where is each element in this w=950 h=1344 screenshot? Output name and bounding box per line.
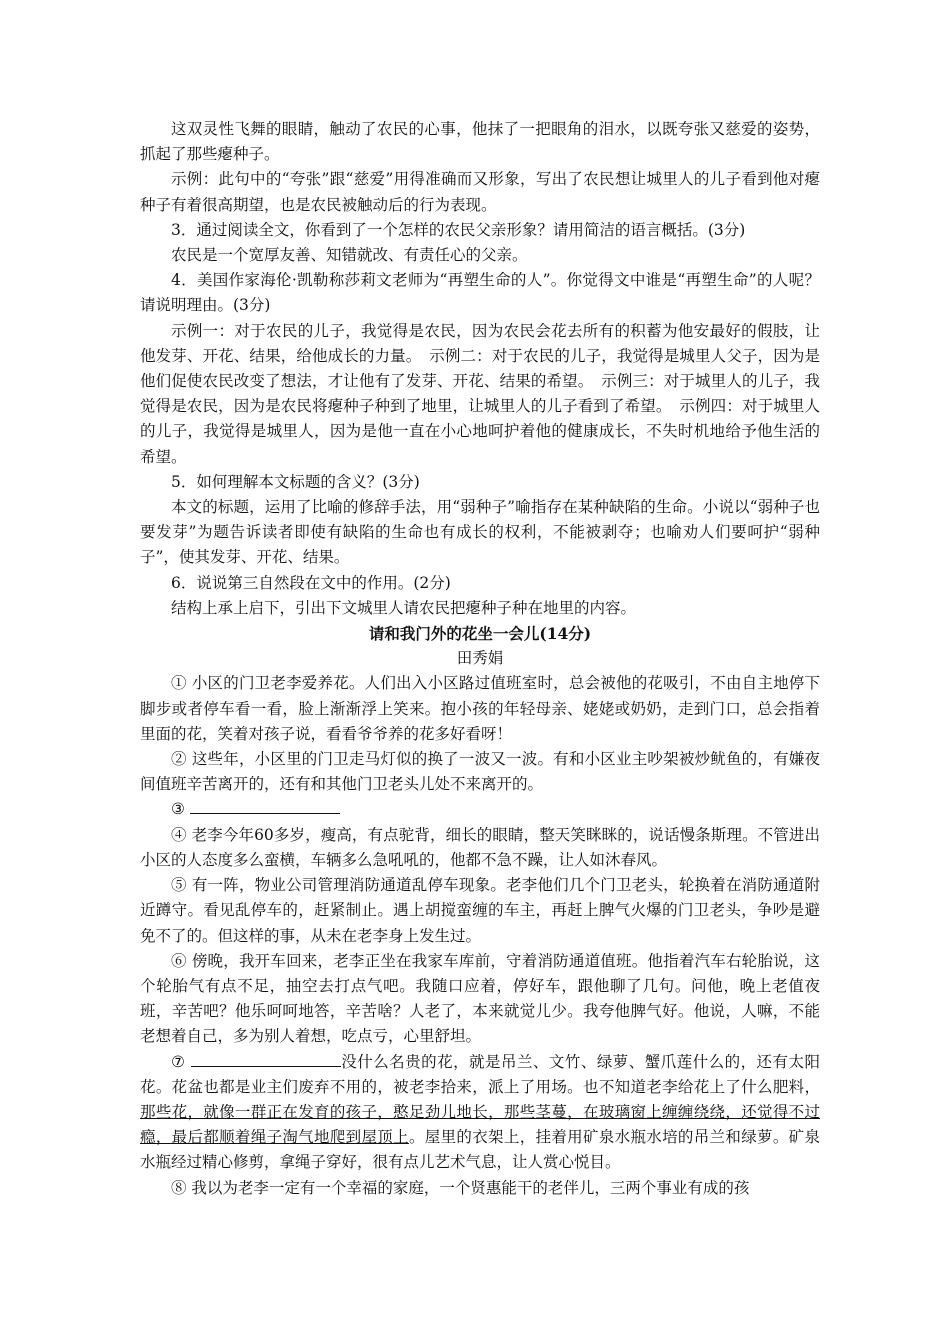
article-paragraph-8: ⑧ 我以为老李一定有一个幸福的家庭，一个贤惠能干的老伴儿，三两个事业有成的孩 bbox=[171, 1178, 750, 1197]
article-paragraph-1: ① 小区的门卫老李爱养花。人们出入小区路过值班室时，总会被他的花吸引，不由自主地停下脚步或者停车看一看，脸上渐渐浮上笑来。抱小孩的年轻母亲、姥姥或奶奶，走到门口，总会指着里面的花，笑着对孩子说，看看爷爷养的花多好看呀！ bbox=[140, 674, 820, 743]
article-paragraph-7 bbox=[140, 1050, 820, 1176]
fill-blank-3[interactable] bbox=[190, 798, 340, 815]
quote-paragraph: 这双灵性飞舞的眼睛，触动了农民的心事，他抹了一把眼角的泪水，以既夸张又慈爱的姿势，抓起了那些瘪种子。 bbox=[140, 120, 820, 164]
question-5: 5．如何理解本文标题的含义？(3分) bbox=[171, 472, 420, 491]
paragraph-number: ③ bbox=[171, 800, 185, 819]
answer-5: 本文的标题，运用了比喻的修辞手法，用“弱种子”喻指存在某种缺陷的生命。小说以“弱种子也要发芽”为题告诉读者即使有缺陷的生命也有成长的权利，不能被剥夺；也喻劝人们要呵护“弱种子”，使其发芽、开花、结果。 bbox=[140, 498, 820, 567]
question-6: 6．说说第三自然段在文中的作用。(2分) bbox=[171, 573, 451, 592]
paragraph-number: ⑦ bbox=[171, 1052, 186, 1071]
article-paragraph-2: ② 这些年，小区里的门卫走马灯似的换了一波又一波。有和小区业主吵架被炒鱿鱼的，有嫌夜间值班辛苦离开的，还有和其他门卫老头儿处不来离开的。 bbox=[140, 750, 820, 794]
article-paragraph-6: ⑥ 傍晚，我开车回来，老李正坐在我家车库前，守着消防通道值班。他指着汽车右轮胎说，这个轮胎气有点不足，抽空去打点气吧。我随口应着，停好车，跟他聊了几句。问他，晚上老值夜班，辛苦吧？他乐呵呵地答，辛苦啥？人老了，本来就觉儿少。我夸他脾气好。他说，人嘛，不能老想着自己，多为别人着想，吃点亏，心里舒坦。 bbox=[140, 951, 820, 1046]
answer-3: 农民是一个宽厚友善、知错就改、有责任心的父亲。 bbox=[171, 246, 528, 265]
underlined-sentence: 那些花，就像一群正在发育的孩子，憨足劲儿地长，那些茎蔓，在玻璃窗上缠缠绕绕，还觉得不过瘾，最后都顺着绳子淘气地爬到屋顶上 bbox=[140, 1102, 820, 1147]
article-author: 田秀娟 bbox=[456, 649, 504, 668]
answer-6: 结构上承上启下，引出下文城里人请农民把瘪种子种在地里的内容。 bbox=[171, 598, 637, 617]
paragraph-7-text-a: 没什么名贵的花，就是吊兰、文竹、绿萝、蟹爪莲什么的，还有太阳花。花盆也都是业主们废弃不用的，被老李拾来，派上了用场。也不知道老李给花上了什么肥料， bbox=[140, 1052, 820, 1096]
example-answer-paragraph: 示例：此句中的“夸张”跟“慈爱”用得准确而又形象，写出了农民想让城里人的儿子看到他对瘪种子有着很高期望，也是农民被触动后的行为表现。 bbox=[140, 170, 820, 214]
article-paragraph-3 bbox=[140, 797, 820, 822]
answer-4: 示例一：对于农民的儿子，我觉得是农民，因为农民会花去所有的积蓄为他安最好的假肢，让他发芽、开花、结果，给他成长的力量。 示例二：对于农民的儿子，我觉得是城里人父子，因为是他们促使农民改变了想法，才让他有了发芽、开花、结果的希望。 示例三：对于城里人的儿子，我觉得是农民，因为是农民将瘪种子种到了地里，让城里人的儿子看到了希望。 示例四：对于城里人的儿子，我觉得是城里人，因为是他一直在小心地呵护着他的健康成长，不失时机地给予他生活的希望。 bbox=[140, 321, 820, 466]
paragraph-7-text-b: 。屋里的衣架上，挂着用矿泉水瓶水培的吊兰和绿萝。矿泉水瓶经过精心修剪，拿绳子穿好，很有点儿艺术气息，让人赏心悦目。 bbox=[140, 1128, 820, 1172]
question-3: 3．通过阅读全文，你看到了一个怎样的农民父亲形象？请用简洁的语言概括。(3分) bbox=[171, 220, 746, 239]
fill-blank-7[interactable] bbox=[191, 1050, 341, 1067]
article-title: 请和我门外的花坐一会儿(14分) bbox=[368, 624, 592, 644]
article-paragraph-5: ⑤ 有一阵，物业公司管理消防通道乱停车现象。老李他们几个门卫老头，轮换着在消防通道附近蹲守。看见乱停车的，赶紧制止。遇上胡搅蛮缠的车主，再赶上脾气火爆的门卫老头，争吵是避免不了的。但这样的事，从未在老李身上发生过。 bbox=[140, 876, 820, 945]
article-paragraph-4: ④ 老李今年60多岁，瘦高，有点驼背，细长的眼睛，整天笑眯眯的，说话慢条斯理。不管进出小区的人态度多么蛮横，车辆多么急吼吼的，他都不急不躁，让人如沐春风。 bbox=[140, 825, 820, 869]
document-page bbox=[140, 117, 820, 1201]
question-4: 4．美国作家海伦·凯勒称莎莉文老师为“再塑生命的人”。你觉得文中谁是“再塑生命”的人呢？请说明理由。(3分) bbox=[140, 271, 820, 315]
